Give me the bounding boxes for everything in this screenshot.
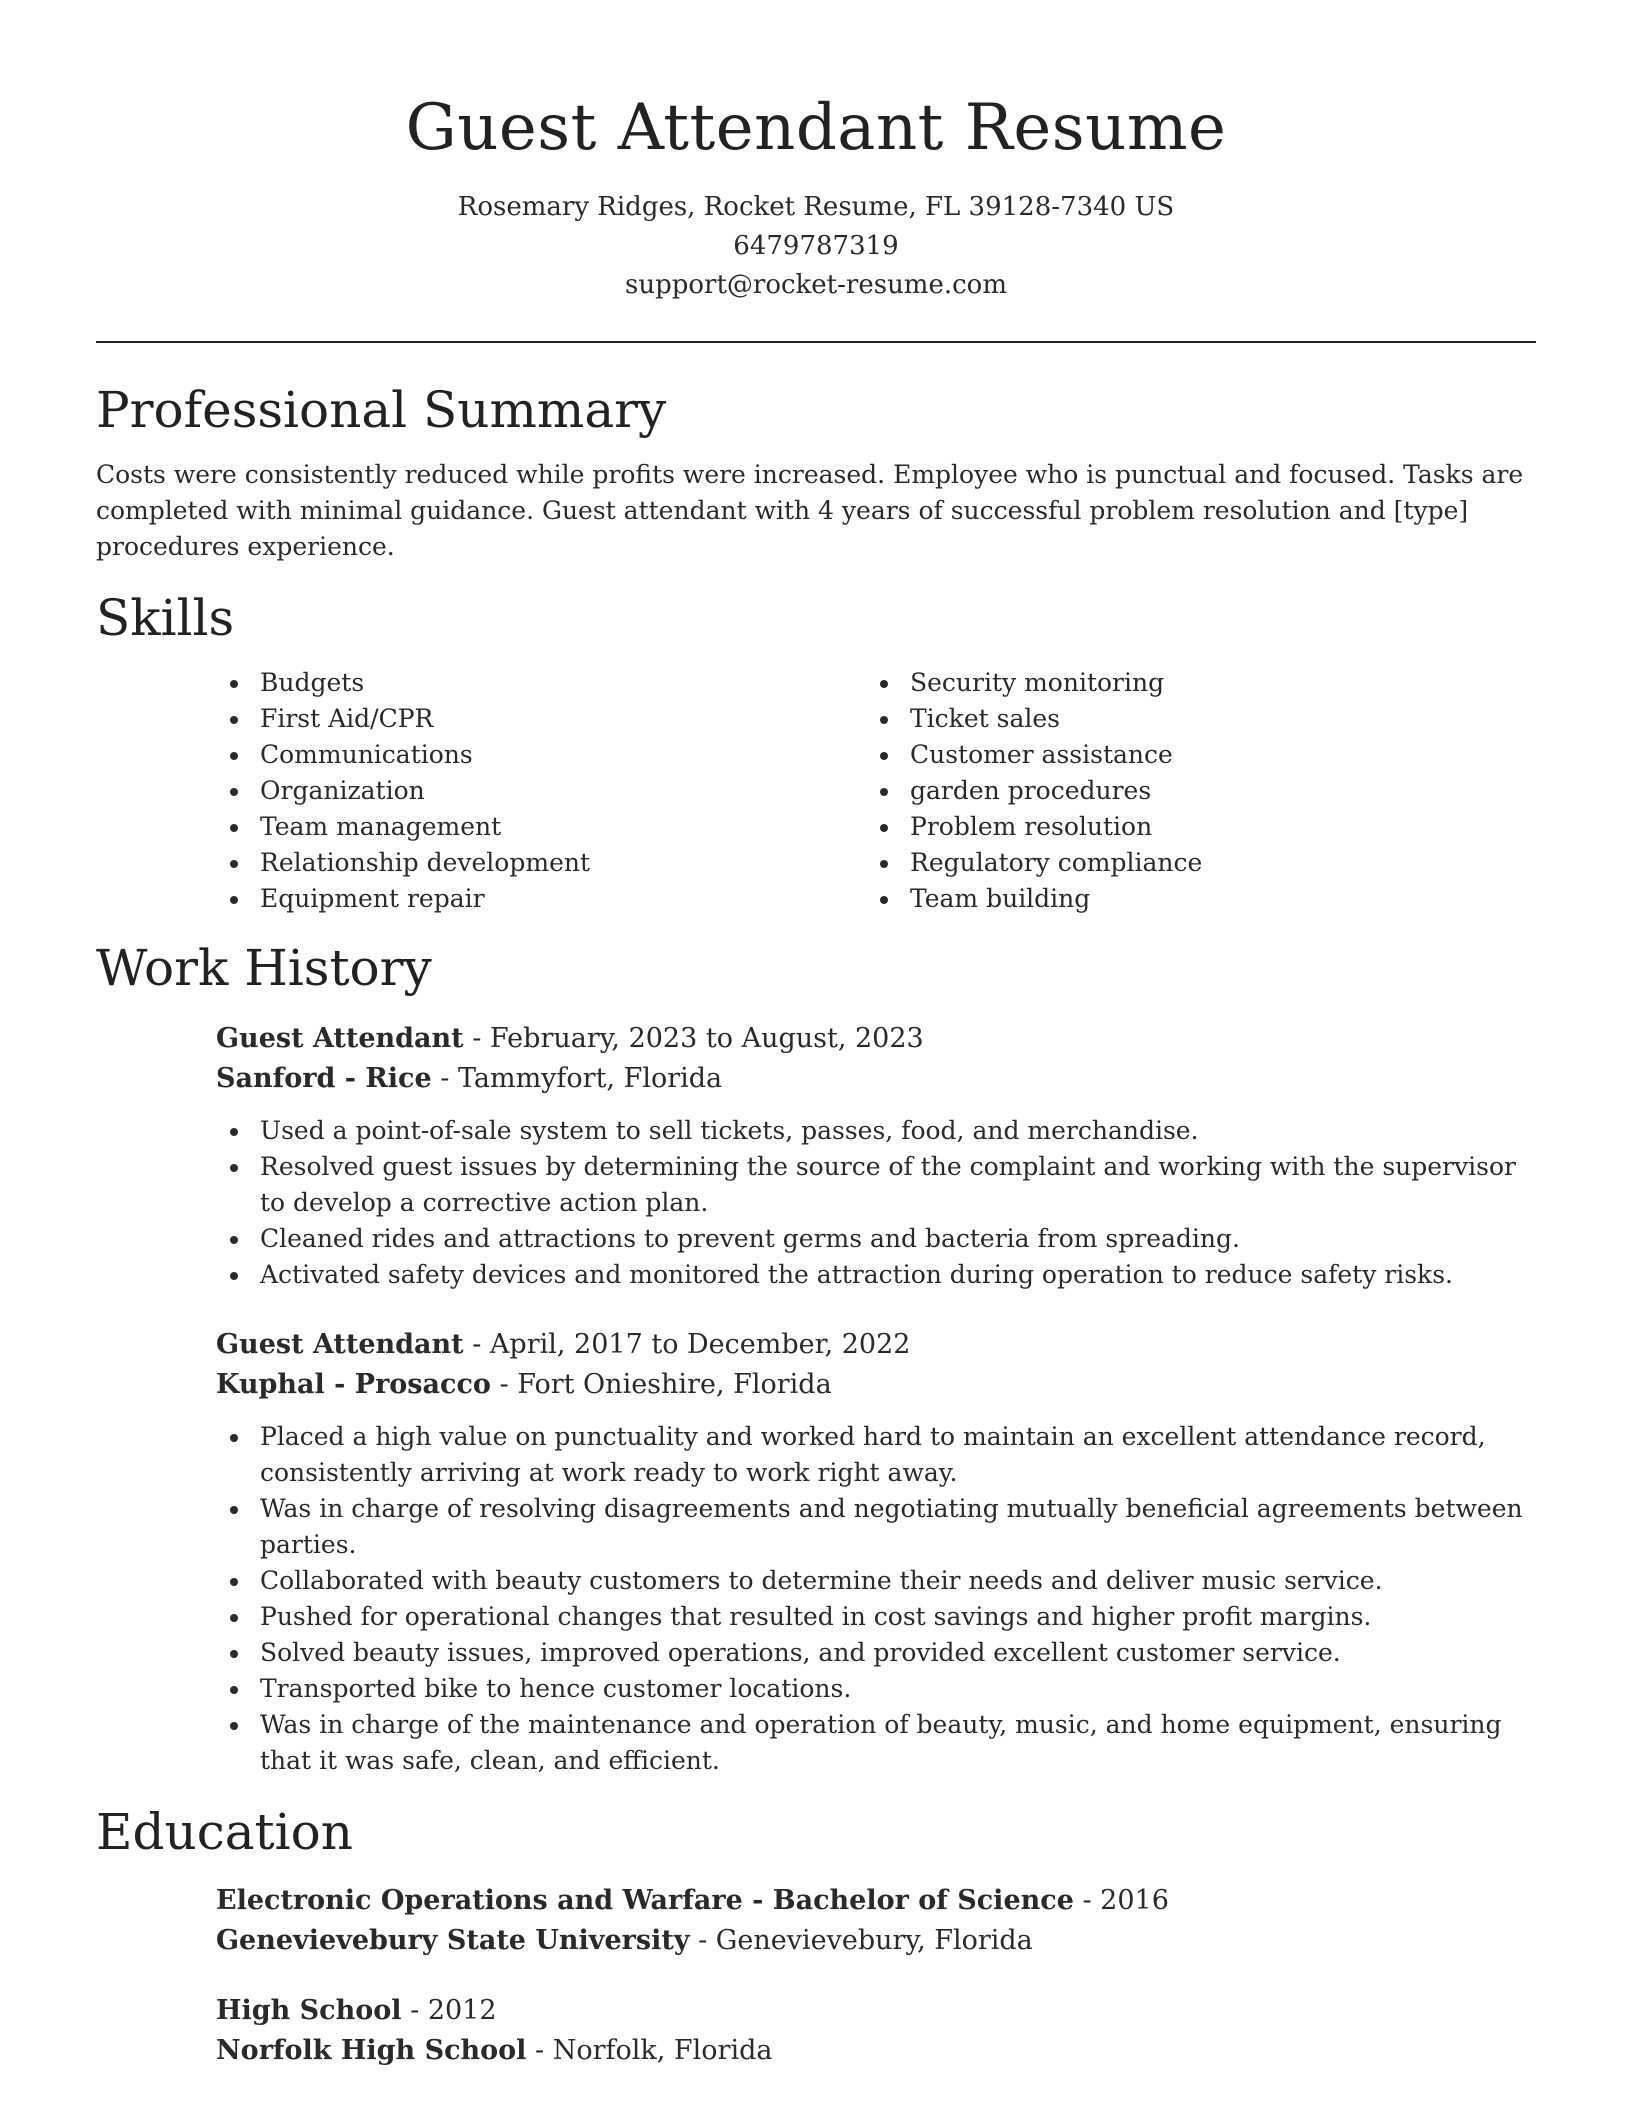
work-history-section <box>96 937 1536 1779</box>
education-degree: Electronic Operations and Warfare - Bachelor of Science <box>216 1885 1074 1916</box>
job-dates: - April, 2017 to December, 2022 <box>463 1329 911 1360</box>
job-title-line <box>216 1019 1536 1059</box>
skill-item: Communications <box>216 737 866 773</box>
job-company: Sanford - Rice <box>216 1063 432 1094</box>
skill-item: Security monitoring <box>866 665 1516 701</box>
job-company: Kuphal - Prosacco <box>216 1369 491 1400</box>
skill-item: Regulatory compliance <box>866 845 1516 881</box>
work-history-heading: Work History <box>96 939 432 997</box>
skills-heading: Skills <box>96 589 235 647</box>
education-section <box>96 1801 1536 2071</box>
skill-item: Customer assistance <box>866 737 1516 773</box>
job-duty: Transported bike to hence customer locations. <box>216 1671 1536 1707</box>
education-location: - Norfolk, Florida <box>526 2035 773 2066</box>
education-degree-line <box>216 1881 1536 1921</box>
contact-block <box>96 188 1536 305</box>
summary-text: Costs were consistently reduced while profits were increased. Employee who is punctual and focused. Tasks are completed with minimal guidance. Guest attendant with 4 years of successful problem resolution and [type] procedures experience. <box>96 460 1524 561</box>
contact-address: Rosemary Ridges, Rocket Resume, FL 39128-7340 US <box>457 192 1175 222</box>
skill-item: Budgets <box>216 665 866 701</box>
job-entry <box>216 1325 1536 1779</box>
contact-phone: 6479787319 <box>733 231 899 261</box>
education-year: - 2012 <box>401 1995 497 2026</box>
education-entry <box>216 1991 1536 2071</box>
job-location: - Tammyfort, Florida <box>431 1063 723 1094</box>
education-year: - 2016 <box>1073 1885 1169 1916</box>
skill-item: Equipment repair <box>216 881 866 917</box>
job-duty: Was in charge of resolving disagreements and negotiating mutually beneficial agreements between parties. <box>216 1491 1536 1563</box>
education-school-line <box>216 2031 1536 2071</box>
job-duty: Resolved guest issues by determining the source of the complaint and working with the supervisor to develop a corrective action plan. <box>216 1149 1536 1221</box>
education-school: Norfolk High School <box>216 2035 527 2066</box>
contact-email: support@rocket-resume.com <box>624 270 1007 300</box>
education-location: - Genevievebury, Florida <box>689 1925 1033 1956</box>
education-heading: Education <box>96 1803 353 1861</box>
document-title: Guest Attendant Resume <box>405 91 1227 165</box>
job-duty: Solved beauty issues, improved operations, and provided excellent customer service. <box>216 1635 1536 1671</box>
skills-column-left <box>216 665 866 917</box>
skill-item: Problem resolution <box>866 809 1516 845</box>
job-title-line <box>216 1325 1536 1365</box>
job-role: Guest Attendant <box>216 1023 464 1054</box>
education-school: Genevievebury State University <box>216 1925 690 1956</box>
job-location: - Fort Onieshire, Florida <box>490 1369 832 1400</box>
skill-item: Team management <box>216 809 866 845</box>
skills-columns <box>216 665 1536 917</box>
skill-item: Ticket sales <box>866 701 1516 737</box>
education-degree-line <box>216 1991 1536 2031</box>
job-duty: Used a point-of-sale system to sell tickets, passes, food, and merchandise. <box>216 1113 1536 1149</box>
skills-section <box>96 587 1536 917</box>
education-school-line <box>216 1921 1536 1961</box>
job-role: Guest Attendant <box>216 1329 464 1360</box>
job-company-line <box>216 1059 1536 1099</box>
summary-section <box>96 379 1536 565</box>
job-duty: Cleaned rides and attractions to prevent germs and bacteria from spreading. <box>216 1221 1536 1257</box>
summary-heading: Professional Summary <box>96 381 667 439</box>
job-dates: - February, 2023 to August, 2023 <box>463 1023 924 1054</box>
skill-item: First Aid/CPR <box>216 701 866 737</box>
job-company-line <box>216 1365 1536 1405</box>
header-divider <box>96 341 1536 343</box>
job-duty: Pushed for operational changes that resulted in cost savings and higher profit margins. <box>216 1599 1536 1635</box>
skill-item: Team building <box>866 881 1516 917</box>
education-degree: High School <box>216 1995 402 2026</box>
job-duties <box>216 1113 1536 1293</box>
job-duty: Activated safety devices and monitored the attraction during operation to reduce safety risks. <box>216 1257 1536 1293</box>
skill-item: garden procedures <box>866 773 1516 809</box>
skills-column-right <box>866 665 1516 917</box>
resume-page <box>96 84 1536 2071</box>
job-duty: Was in charge of the maintenance and operation of beauty, music, and home equipment, ensuring that it was safe, clean, and efficient. <box>216 1707 1536 1779</box>
skill-item: Relationship development <box>216 845 866 881</box>
skill-item: Organization <box>216 773 866 809</box>
job-duty: Collaborated with beauty customers to determine their needs and deliver music service. <box>216 1563 1536 1599</box>
job-duties <box>216 1419 1536 1779</box>
job-entry <box>216 1019 1536 1293</box>
education-entry <box>216 1881 1536 1961</box>
job-duty: Placed a high value on punctuality and worked hard to maintain an excellent attendance record, consistently arriving at work ready to work right away. <box>216 1419 1536 1491</box>
resume-header <box>96 84 1536 305</box>
